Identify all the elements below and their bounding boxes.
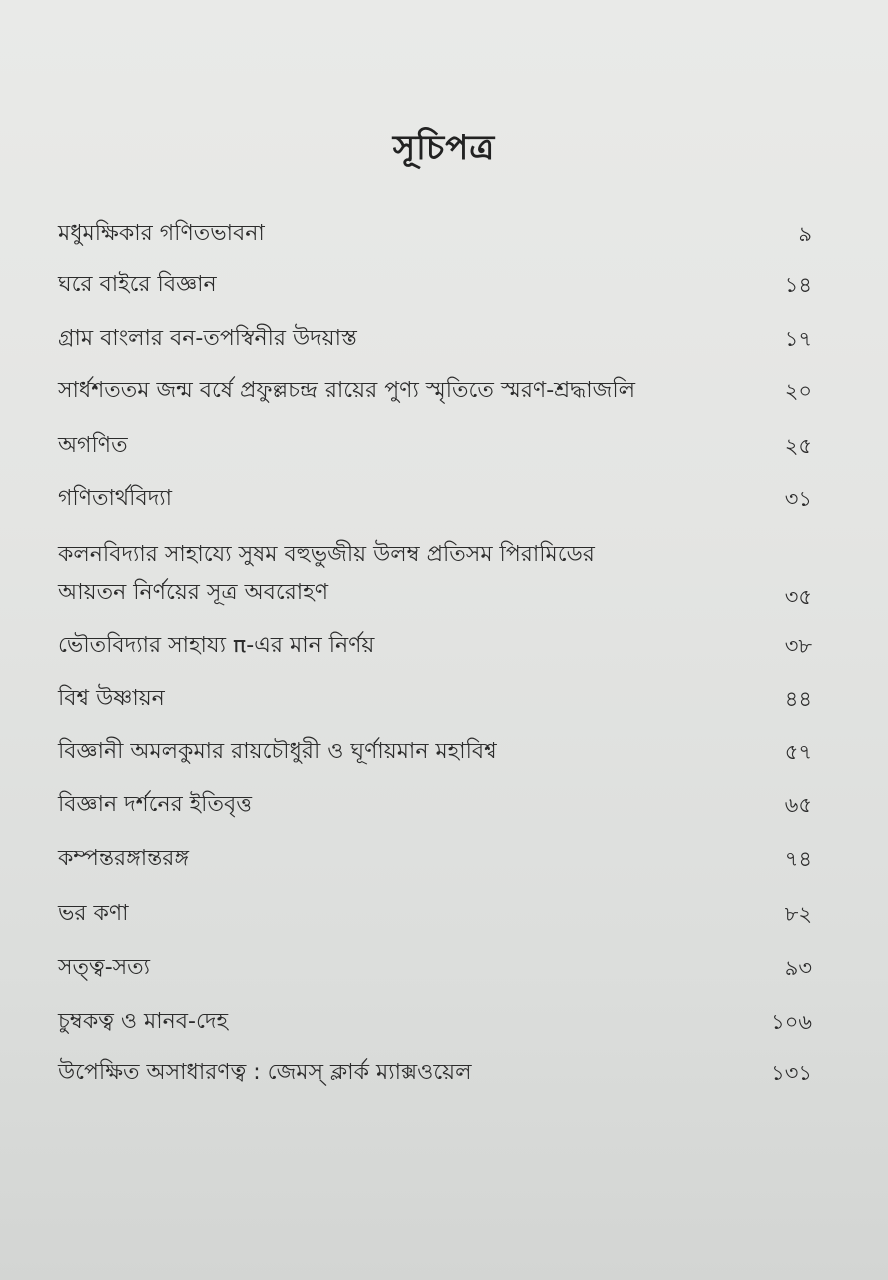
toc-entry-title: ভৌতবিদ্যার সাহায্য π-এর মান নির্ণয় [58,633,375,658]
toc-entry-title: বিশ্ব উষ্ণায়ন [58,686,165,711]
toc-entry-title: কম্পন্তরঙ্গান্তরঙ্গ [58,846,189,871]
toc-entry-title: ভর কণা [58,901,129,926]
toc-entry [58,372,812,410]
toc-entry-title: অগণিত [58,433,128,458]
toc-entry-page: ৩১ [784,487,812,511]
toc-entry [58,949,812,987]
toc-entry [58,895,812,933]
toc-entry [58,536,812,612]
toc-entry [58,1003,812,1041]
toc-entry-page: ৬৫ [784,793,812,817]
page-title: সূচিপত্র [392,128,496,168]
toc-entry-page: ২০ [784,379,812,403]
toc-entry [58,215,812,253]
toc-entry [58,320,812,358]
toc-entry-page: ৩৫ [784,585,812,609]
toc-entry-page: ১৪ [784,273,812,297]
toc-entry [58,266,812,304]
toc-entry [58,786,812,824]
toc-entry-page: ১০৬ [771,1010,812,1034]
toc-entry-page: ১৭ [784,327,812,351]
toc-entry-page: ৯ [798,222,812,246]
toc-entry [58,627,812,665]
toc-entry-page: ৮২ [784,902,812,926]
toc-entry-title: গ্রাম বাংলার বন-তপস্বিনীর উদয়াস্ত [58,326,357,351]
toc-entry-page: ২৫ [784,434,812,458]
toc-entry-page: ৫৭ [784,740,812,764]
toc-entry-title: সার্ধশততম জন্ম বর্ষে প্রফুল্লচন্দ্র রায়ের পুণ্য স্মৃতিতে স্মরণ-শ্রদ্ধাজলি [58,378,636,403]
toc-entry-page: ৭৪ [784,847,812,871]
toc-entry [58,1054,812,1092]
toc-entry-page: ৩৮ [784,634,812,658]
toc-entry-title: বিজ্ঞানী অমলকুমার রায়চৌধুরী ও ঘূর্ণায়মান মহাবিশ্ব [58,739,497,764]
toc-entry-title: চুম্বকত্ব ও মানব-দেহ [58,1009,229,1034]
toc-entry-title: গণিতার্থবিদ্যা [58,486,173,511]
toc-entry-title: কলনবিদ্যার সাহায্যে সুষম বহুভুজীয় উলম্ব প্রতিসম পিরামিডের আয়তন নির্ণয়ের সূত্র অবরোহণ [58,542,595,605]
toc-entry [58,680,812,718]
toc-entry-page: ৯৩ [784,956,812,980]
toc-entry-title: বিজ্ঞান দর্শনের ইতিবৃত্ত [58,792,252,817]
toc-entry-page: ৪৪ [784,687,812,711]
toc-entry-page: ১৩১ [771,1061,812,1085]
toc-entry [58,427,812,465]
toc-entry [58,840,812,878]
toc-entry-title: সত্ত্ব-সত্য [58,955,151,980]
toc-entry-title: ঘরে বাইরে বিজ্ঞান [58,272,217,297]
toc-entry-title: মধুমক্ষিকার গণিতভাবনা [58,221,265,246]
toc-entry [58,733,812,771]
toc-entry-title: উপেক্ষিত অসাধারণত্ব : জেমস্ ক্লার্ক ম্যাক্সওয়েল [58,1060,472,1085]
toc-entry [58,480,812,518]
